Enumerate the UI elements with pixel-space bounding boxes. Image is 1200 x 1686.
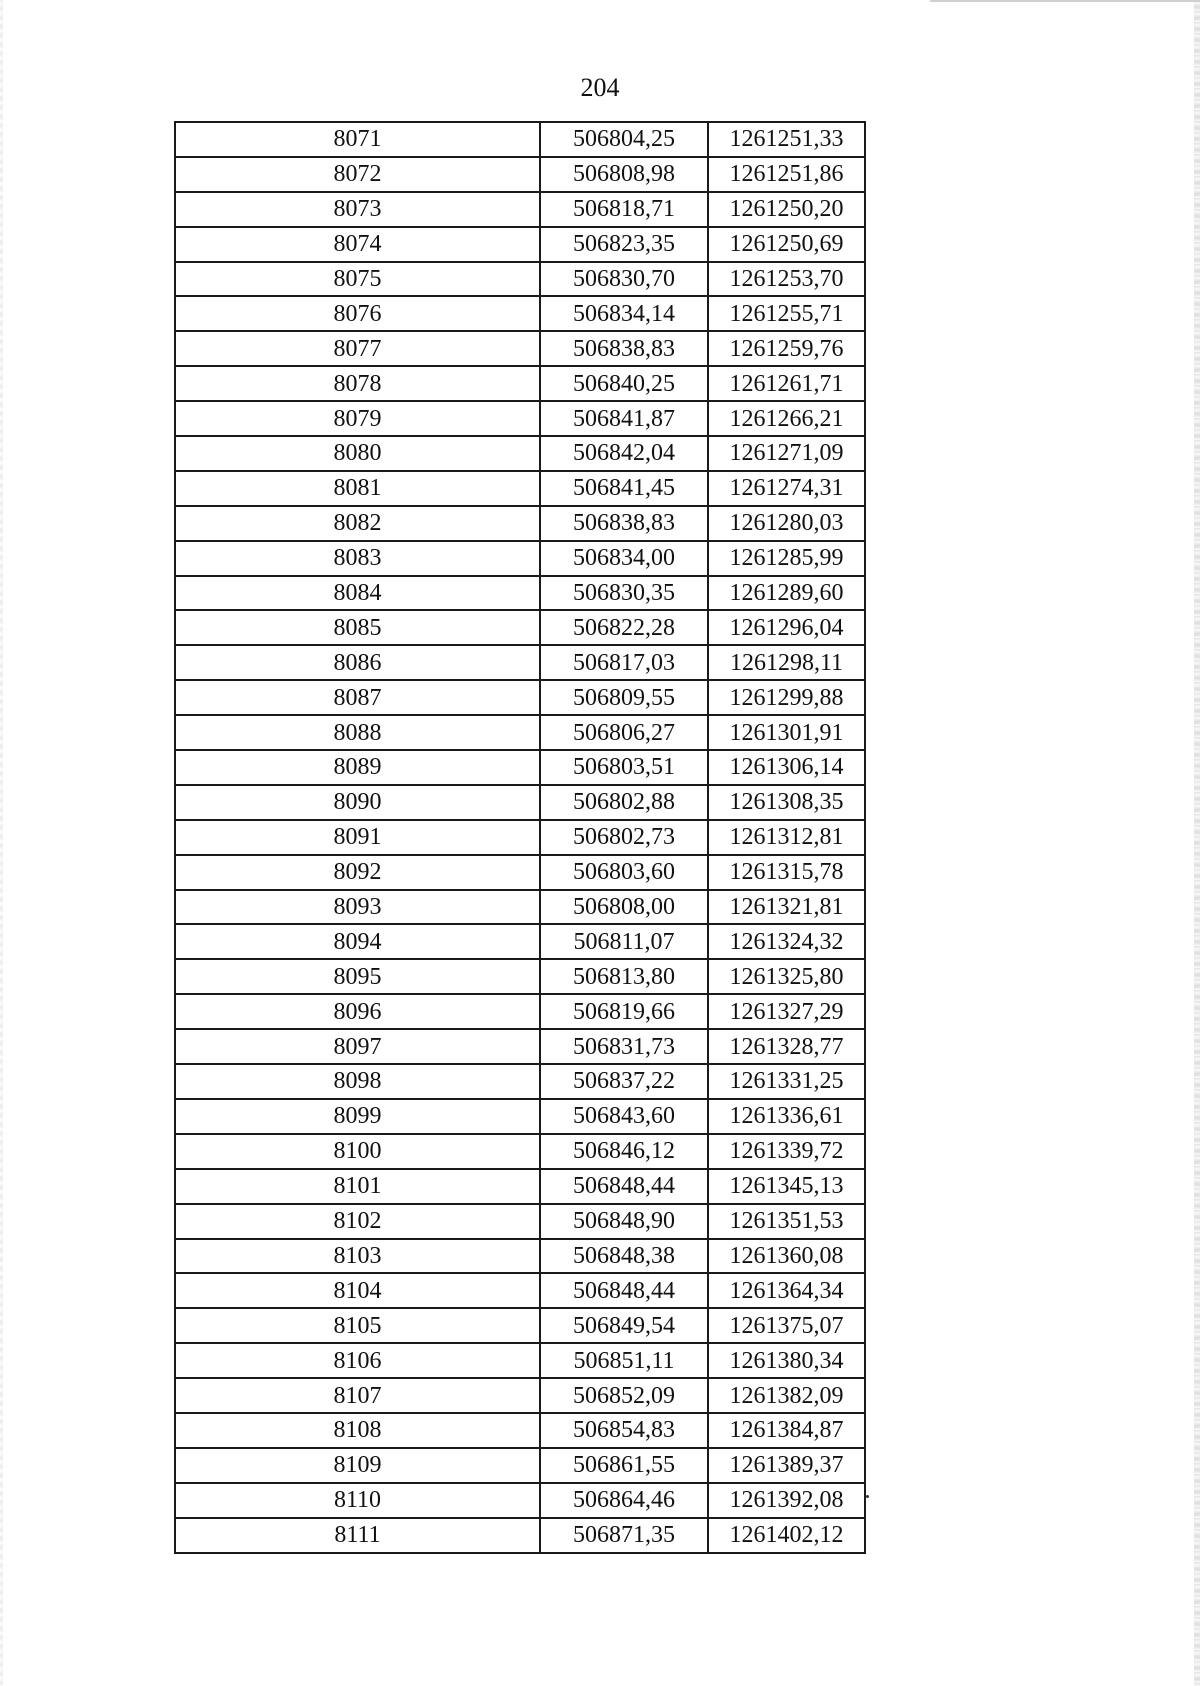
point-number-cell: 8110	[175, 1483, 540, 1518]
point-number-cell: 8084	[175, 576, 540, 611]
y-coordinate-cell: 1261389,37	[708, 1448, 865, 1483]
x-coordinate-cell: 506823,35	[540, 227, 708, 262]
y-coordinate-cell: 1261345,13	[708, 1169, 865, 1204]
y-coordinate-cell: 1261280,03	[708, 506, 865, 541]
y-coordinate-cell: 1261324,32	[708, 924, 865, 959]
table-row	[175, 1064, 865, 1099]
point-number-cell: 8104	[175, 1273, 540, 1308]
x-coordinate-cell: 506849,54	[540, 1308, 708, 1343]
y-coordinate-cell: 1261375,07	[708, 1308, 865, 1343]
table-row	[175, 331, 865, 366]
point-number-cell: 8090	[175, 785, 540, 820]
table-row	[175, 715, 865, 750]
point-number-cell: 8095	[175, 959, 540, 994]
point-number-cell: 8100	[175, 1134, 540, 1169]
table-row	[175, 1448, 865, 1483]
table-row	[175, 1029, 865, 1064]
point-number-cell: 8080	[175, 436, 540, 471]
x-coordinate-cell: 506822,28	[540, 610, 708, 645]
table-row	[175, 1483, 865, 1518]
table-row	[175, 1273, 865, 1308]
table-row	[175, 610, 865, 645]
x-coordinate-cell: 506811,07	[540, 924, 708, 959]
table-row	[175, 1204, 865, 1239]
point-number-cell: 8099	[175, 1099, 540, 1134]
y-coordinate-cell: 1261364,34	[708, 1273, 865, 1308]
y-coordinate-cell: 1261274,31	[708, 471, 865, 506]
point-number-cell: 8096	[175, 994, 540, 1029]
table-row	[175, 506, 865, 541]
y-coordinate-cell: 1261261,71	[708, 366, 865, 401]
coordinates-table-body	[175, 122, 865, 1553]
x-coordinate-cell: 506819,66	[540, 994, 708, 1029]
point-number-cell: 8078	[175, 366, 540, 401]
y-coordinate-cell: 1261327,29	[708, 994, 865, 1029]
y-coordinate-cell: 1261289,60	[708, 576, 865, 611]
table-row	[175, 750, 865, 785]
x-coordinate-cell: 506871,35	[540, 1518, 708, 1553]
point-number-cell: 8102	[175, 1204, 540, 1239]
y-coordinate-cell: 1261296,04	[708, 610, 865, 645]
table-row	[175, 680, 865, 715]
scan-edge-top	[930, 0, 1200, 2]
page-number: 204	[580, 73, 620, 102]
x-coordinate-cell: 506838,83	[540, 506, 708, 541]
point-number-cell: 8105	[175, 1308, 540, 1343]
x-coordinate-cell: 506834,14	[540, 296, 708, 331]
y-coordinate-cell: 1261255,71	[708, 296, 865, 331]
point-number-cell: 8091	[175, 820, 540, 855]
y-coordinate-cell: 1261360,08	[708, 1239, 865, 1274]
x-coordinate-cell: 506830,70	[540, 262, 708, 297]
point-number-cell: 8088	[175, 715, 540, 750]
y-coordinate-cell: 1261306,14	[708, 750, 865, 785]
table-row	[175, 1134, 865, 1169]
point-number-cell: 8083	[175, 541, 540, 576]
table-row	[175, 262, 865, 297]
x-coordinate-cell: 506806,27	[540, 715, 708, 750]
table-row	[175, 890, 865, 925]
x-coordinate-cell: 506831,73	[540, 1029, 708, 1064]
y-coordinate-cell: 1261392,08	[708, 1483, 865, 1518]
point-number-cell: 8085	[175, 610, 540, 645]
table-row	[175, 296, 865, 331]
point-number-cell: 8101	[175, 1169, 540, 1204]
point-number-cell: 8076	[175, 296, 540, 331]
x-coordinate-cell: 506802,88	[540, 785, 708, 820]
y-coordinate-cell: 1261299,88	[708, 680, 865, 715]
point-number-cell: 8074	[175, 227, 540, 262]
x-coordinate-cell: 506848,44	[540, 1273, 708, 1308]
y-coordinate-cell: 1261308,35	[708, 785, 865, 820]
y-coordinate-cell: 1261402,12	[708, 1518, 865, 1553]
table-row	[175, 1239, 865, 1274]
y-coordinate-cell: 1261271,09	[708, 436, 865, 471]
y-coordinate-cell: 1261382,09	[708, 1378, 865, 1413]
table-row	[175, 994, 865, 1029]
y-coordinate-cell: 1261328,77	[708, 1029, 865, 1064]
x-coordinate-cell: 506854,83	[540, 1413, 708, 1448]
table-row	[175, 645, 865, 680]
scan-edge-left	[0, 0, 3, 1686]
point-number-cell: 8079	[175, 401, 540, 436]
y-coordinate-cell: 1261321,81	[708, 890, 865, 925]
x-coordinate-cell: 506842,04	[540, 436, 708, 471]
point-number-cell: 8087	[175, 680, 540, 715]
x-coordinate-cell: 506841,45	[540, 471, 708, 506]
table-row	[175, 1518, 865, 1553]
point-number-cell: 8098	[175, 1064, 540, 1099]
table-row	[175, 227, 865, 262]
y-coordinate-cell: 1261336,61	[708, 1099, 865, 1134]
y-coordinate-cell: 1261250,69	[708, 227, 865, 262]
x-coordinate-cell: 506837,22	[540, 1064, 708, 1099]
table-row	[175, 1378, 865, 1413]
table-row	[175, 401, 865, 436]
table-row	[175, 366, 865, 401]
x-coordinate-cell: 506808,00	[540, 890, 708, 925]
x-coordinate-cell: 506864,46	[540, 1483, 708, 1518]
x-coordinate-cell: 506830,35	[540, 576, 708, 611]
point-number-cell: 8075	[175, 262, 540, 297]
y-coordinate-cell: 1261285,99	[708, 541, 865, 576]
point-number-cell: 8073	[175, 192, 540, 227]
y-coordinate-cell: 1261298,11	[708, 645, 865, 680]
x-coordinate-cell: 506804,25	[540, 122, 708, 157]
x-coordinate-cell: 506843,60	[540, 1099, 708, 1134]
table-row	[175, 576, 865, 611]
table-row	[175, 1343, 865, 1378]
table-row	[175, 959, 865, 994]
x-coordinate-cell: 506817,03	[540, 645, 708, 680]
x-coordinate-cell: 506840,25	[540, 366, 708, 401]
point-number-cell: 8089	[175, 750, 540, 785]
point-number-cell: 8108	[175, 1413, 540, 1448]
stray-dot	[866, 1495, 869, 1498]
y-coordinate-cell: 1261380,34	[708, 1343, 865, 1378]
table-row	[175, 785, 865, 820]
y-coordinate-cell: 1261251,86	[708, 157, 865, 192]
point-number-cell: 8093	[175, 890, 540, 925]
x-coordinate-cell: 506808,98	[540, 157, 708, 192]
point-number-cell: 8077	[175, 331, 540, 366]
y-coordinate-cell: 1261312,81	[708, 820, 865, 855]
x-coordinate-cell: 506838,83	[540, 331, 708, 366]
x-coordinate-cell: 506813,80	[540, 959, 708, 994]
table-row	[175, 1308, 865, 1343]
table-row	[175, 1169, 865, 1204]
x-coordinate-cell: 506852,09	[540, 1378, 708, 1413]
table-row	[175, 820, 865, 855]
table-row	[175, 471, 865, 506]
x-coordinate-cell: 506848,44	[540, 1169, 708, 1204]
y-coordinate-cell: 1261259,76	[708, 331, 865, 366]
coordinates-table	[174, 121, 866, 1554]
point-number-cell: 8111	[175, 1518, 540, 1553]
x-coordinate-cell: 506848,90	[540, 1204, 708, 1239]
y-coordinate-cell: 1261331,25	[708, 1064, 865, 1099]
x-coordinate-cell: 506846,12	[540, 1134, 708, 1169]
point-number-cell: 8082	[175, 506, 540, 541]
table-row	[175, 924, 865, 959]
point-number-cell: 8109	[175, 1448, 540, 1483]
x-coordinate-cell: 506861,55	[540, 1448, 708, 1483]
point-number-cell: 8106	[175, 1343, 540, 1378]
point-number-cell: 8107	[175, 1378, 540, 1413]
x-coordinate-cell: 506818,71	[540, 192, 708, 227]
x-coordinate-cell: 506841,87	[540, 401, 708, 436]
y-coordinate-cell: 1261351,53	[708, 1204, 865, 1239]
y-coordinate-cell: 1261301,91	[708, 715, 865, 750]
x-coordinate-cell: 506834,00	[540, 541, 708, 576]
point-number-cell: 8081	[175, 471, 540, 506]
table-row	[175, 855, 865, 890]
x-coordinate-cell: 506848,38	[540, 1239, 708, 1274]
table-row	[175, 1099, 865, 1134]
table-row	[175, 541, 865, 576]
table-row	[175, 122, 865, 157]
y-coordinate-cell: 1261384,87	[708, 1413, 865, 1448]
table-row	[175, 436, 865, 471]
y-coordinate-cell: 1261339,72	[708, 1134, 865, 1169]
point-number-cell: 8072	[175, 157, 540, 192]
y-coordinate-cell: 1261315,78	[708, 855, 865, 890]
point-number-cell: 8092	[175, 855, 540, 890]
point-number-cell: 8071	[175, 122, 540, 157]
x-coordinate-cell: 506803,51	[540, 750, 708, 785]
x-coordinate-cell: 506803,60	[540, 855, 708, 890]
scan-edge-right	[1194, 0, 1200, 1686]
y-coordinate-cell: 1261251,33	[708, 122, 865, 157]
y-coordinate-cell: 1261266,21	[708, 401, 865, 436]
x-coordinate-cell: 506851,11	[540, 1343, 708, 1378]
point-number-cell: 8094	[175, 924, 540, 959]
y-coordinate-cell: 1261325,80	[708, 959, 865, 994]
table-row	[175, 1413, 865, 1448]
point-number-cell: 8097	[175, 1029, 540, 1064]
point-number-cell: 8103	[175, 1239, 540, 1274]
y-coordinate-cell: 1261253,70	[708, 262, 865, 297]
table-row	[175, 192, 865, 227]
x-coordinate-cell: 506809,55	[540, 680, 708, 715]
table-row	[175, 157, 865, 192]
x-coordinate-cell: 506802,73	[540, 820, 708, 855]
point-number-cell: 8086	[175, 645, 540, 680]
y-coordinate-cell: 1261250,20	[708, 192, 865, 227]
